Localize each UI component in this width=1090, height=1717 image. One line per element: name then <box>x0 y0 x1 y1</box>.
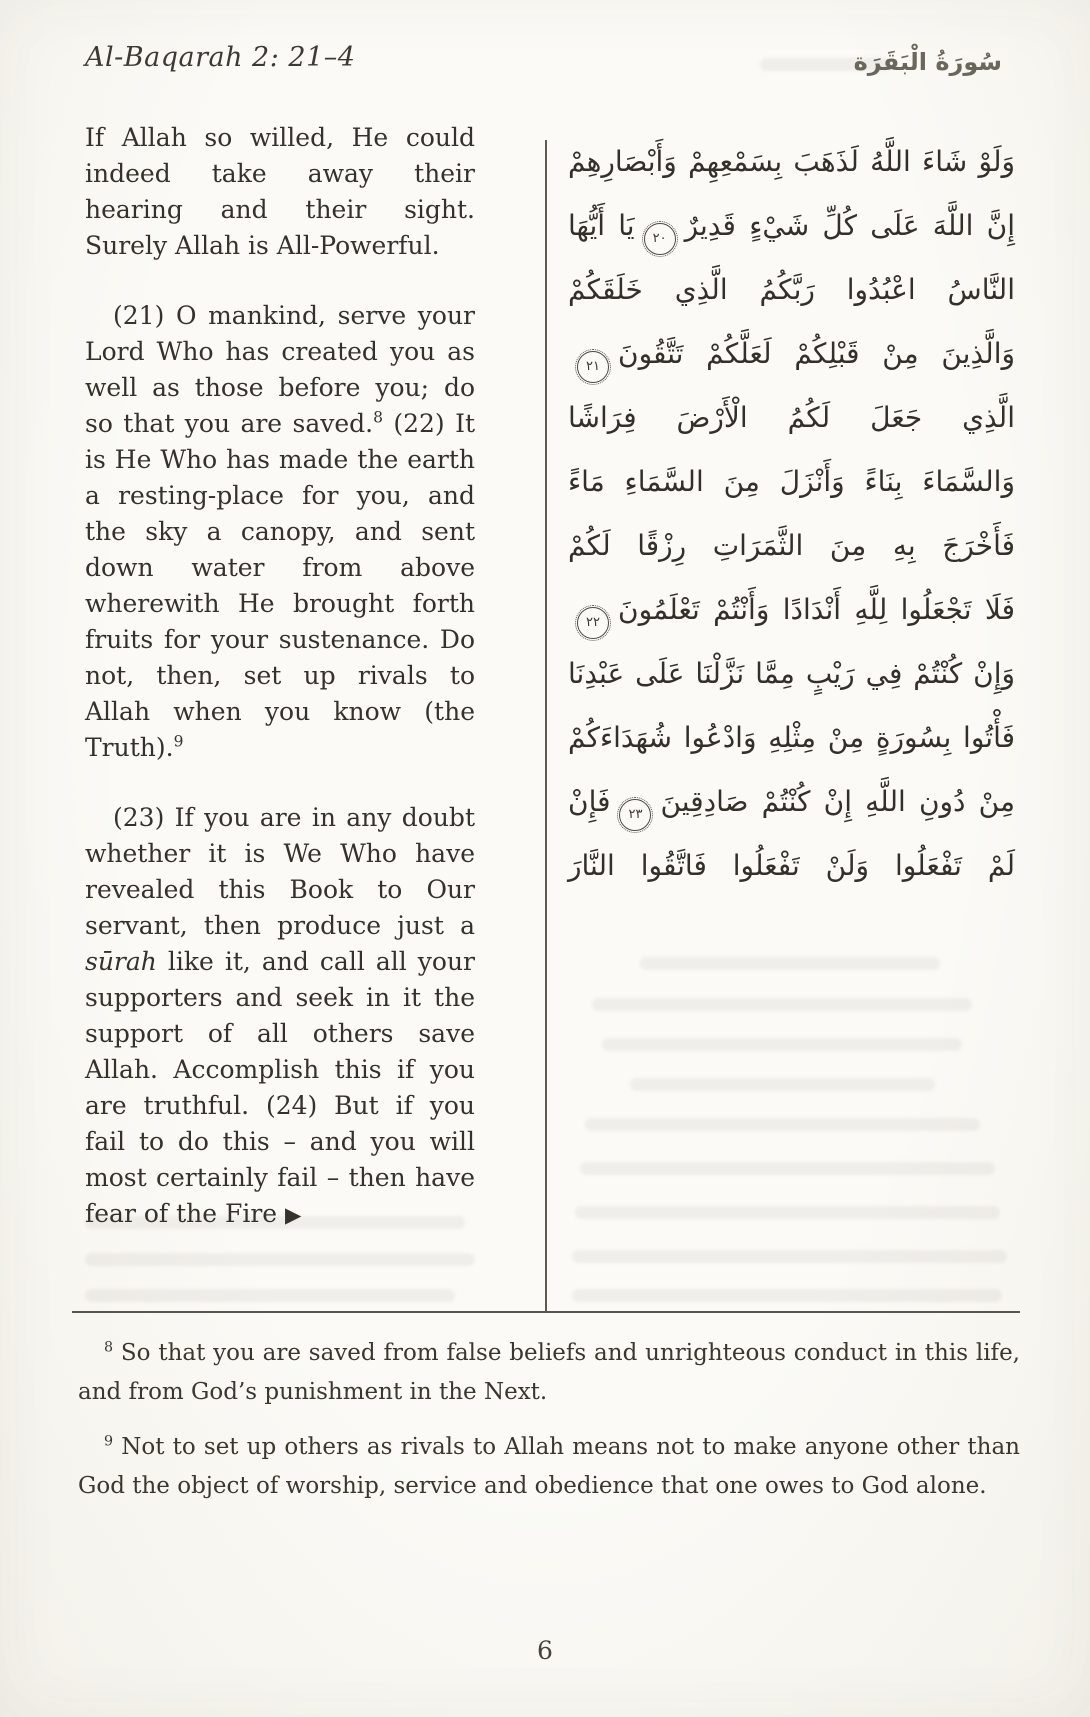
paragraph-text: (23) If you are in any doubt whether it is We Who have revealed this Book to Our servant, then produce just a <box>85 803 475 940</box>
bleed-through-artifact <box>572 1250 1007 1263</box>
quran-text: إِنَّ اللَّهَ عَلَى كُلِّ شَيْءٍ قَدِيرٌ <box>684 209 1016 242</box>
bleed-through-artifact <box>602 1038 962 1051</box>
quran-line-4 <box>568 322 1015 386</box>
page-number: 6 <box>537 1636 553 1665</box>
bleed-through-artifact <box>630 1078 935 1091</box>
quran-line-11 <box>568 770 1015 834</box>
bleed-through-artifact <box>580 1162 995 1175</box>
quran-line-12 <box>568 834 1015 898</box>
quran-line-8 <box>568 578 1015 642</box>
quran-text: النَّاسُ اعْبُدُوا رَبَّكُمُ الَّذِي خَلَقَكُمْ <box>568 273 1015 306</box>
bleed-through-artifact <box>572 1289 1002 1302</box>
quran-arabic-column <box>568 130 1015 898</box>
bleed-through-artifact <box>640 957 940 970</box>
quran-line-10 <box>568 706 1015 770</box>
bleed-through-artifact <box>760 58 890 71</box>
quran-line-3 <box>568 258 1015 322</box>
ayah-marker-22: ٢٢ <box>577 607 609 639</box>
quran-text: فَلَا تَجْعَلُوا لِلَّهِ أَنْدَادًا وَأَنْتُمْ تَعْلَمُونَ <box>618 593 1015 626</box>
paragraph-text: If Allah so willed, He could indeed take away their hearing and their sight. Surely Allah is All-Powerful. <box>85 123 475 260</box>
translation-paragraph-continuation <box>85 120 475 264</box>
quran-line-9 <box>568 642 1015 706</box>
footnote-reference-8: 8 <box>373 408 383 427</box>
footnote-text: So that you are saved from false beliefs and unrighteous conduct in this life, and from God’s punishment in the Next. <box>78 1340 1020 1405</box>
quran-line-5 <box>568 386 1015 450</box>
paragraph-text: like it, and call all your supporters and seek in it the support of all others save Allah. Accomplish this if you are truthful. (24) But if you fail to do this – and you will most certainly fail – then have fear of the Fire <box>85 947 475 1228</box>
quran-text: وَالسَّمَاءَ بِنَاءً وَأَنْزَلَ مِنَ السَّمَاءِ مَاءً <box>568 465 1015 498</box>
footnote-marker-8: 8 <box>104 1339 114 1356</box>
quran-text: وَإِنْ كُنْتُمْ فِي رَيْبٍ مِمَّا نَزَّلْنَا عَلَى عَبْدِنَا <box>568 657 1015 690</box>
footnote-8 <box>78 1334 1020 1412</box>
quran-text: وَالَّذِينَ مِنْ قَبْلِكُمْ لَعَلَّكُمْ تَتَّقُونَ <box>618 337 1015 370</box>
continuation-arrow-icon: ▶ <box>285 1203 302 1228</box>
footnote-9 <box>78 1428 1020 1506</box>
bleed-through-artifact <box>592 998 972 1011</box>
translation-paragraph-21-22 <box>85 298 475 766</box>
ayah-marker-21: ٢١ <box>577 351 609 383</box>
quran-text: فَأَخْرَجَ بِهِ مِنَ الثَّمَرَاتِ رِزْقًا لَكُمْ <box>568 529 1015 562</box>
ayah-marker-20: ٢٠ <box>644 223 676 255</box>
quran-line-6 <box>568 450 1015 514</box>
footnote-marker-9: 9 <box>104 1433 114 1450</box>
bleed-through-artifact <box>585 1118 980 1131</box>
footnotes-section <box>78 1334 1020 1522</box>
column-divider <box>545 140 547 1312</box>
quran-text: مِنْ دُونِ اللَّهِ إِنْ كُنْتُمْ صَادِقِينَ <box>660 785 1015 818</box>
quran-line-7 <box>568 514 1015 578</box>
quran-text: يَا أَيُّهَا <box>568 209 635 242</box>
paragraph-text: (22) It is He Who has made the earth a resting-place for you, and the sky a canopy, and sent down water from above wherewith He brought forth fruits for your sustenance. Do not, then, set up rivals to Allah when you know (the Truth). <box>85 409 475 762</box>
footnote-separator <box>72 1311 1020 1313</box>
translation-column <box>85 120 475 1268</box>
quran-text: لَمْ تَفْعَلُوا وَلَنْ تَفْعَلُوا فَاتَّقُوا النَّارَ <box>568 849 1015 882</box>
quran-text: فَإِنْ <box>568 785 611 818</box>
quran-line-2 <box>568 194 1015 258</box>
quran-line-1 <box>568 130 1015 194</box>
italic-term-surah: sūrah <box>85 947 157 976</box>
quran-text: وَلَوْ شَاءَ اللَّهُ لَذَهَبَ بِسَمْعِهِمْ وَأَبْصَارِهِمْ <box>568 145 1015 178</box>
footnote-reference-9: 9 <box>173 732 184 751</box>
bleed-through-artifact <box>85 1289 455 1302</box>
surah-calligraphy: سُورَةُ الْبَقَرَة <box>853 48 1002 76</box>
footnote-text: Not to set up others as rivals to Allah means not to make anyone other than God the object of worship, service and obedience that one owes to God alone. <box>78 1434 1020 1499</box>
bleed-through-artifact <box>575 1206 1000 1219</box>
quran-text: الَّذِي جَعَلَ لَكُمُ الْأَرْضَ فِرَاشًا <box>568 401 1015 434</box>
running-header-title: Al-Baqarah 2: 21–4 <box>85 42 356 73</box>
ayah-marker-23: ٢٣ <box>619 799 651 831</box>
paragraph-text: (21) O mankind, serve your Lord Who has created you as well as those before you; do so that you are saved. <box>85 301 475 438</box>
translation-paragraph-23-24 <box>85 800 475 1234</box>
quran-text: فَأْتُوا بِسُورَةٍ مِنْ مِثْلِهِ وَادْعُوا شُهَدَاءَكُمْ <box>568 721 1015 754</box>
